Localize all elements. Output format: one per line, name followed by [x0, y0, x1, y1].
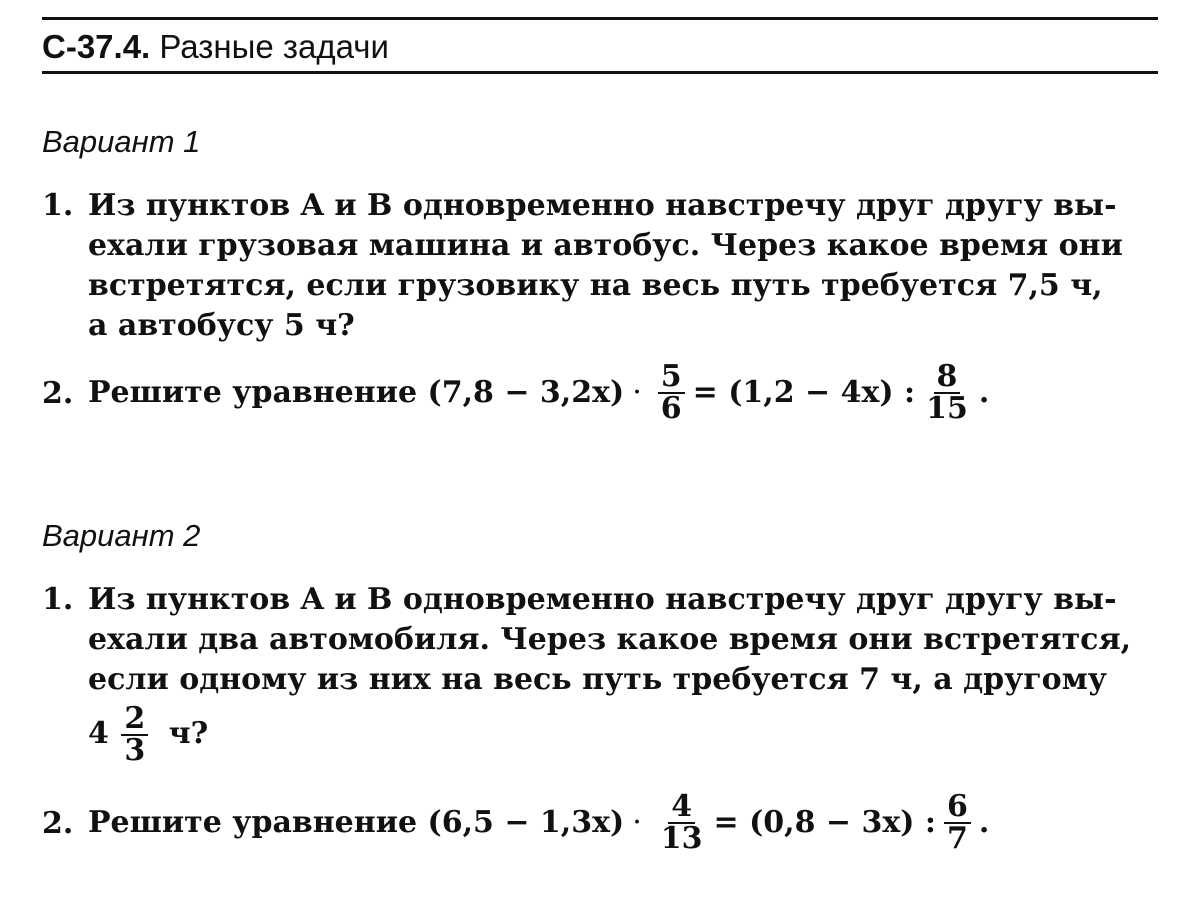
denominator: 13	[660, 821, 703, 856]
top-rule	[42, 17, 1158, 20]
equation-left: (7,8 − 3,2x)	[427, 375, 625, 410]
denominator: 6	[660, 391, 682, 426]
numerator: 5	[658, 362, 685, 394]
fraction	[658, 359, 685, 426]
variant-2-label: Вариант 2	[42, 518, 201, 553]
multiply-dot: ·	[632, 805, 642, 840]
problem-number: 2.	[42, 376, 74, 411]
equation-left: (6,5 − 1,3x)	[427, 805, 625, 840]
problem-number: 1.	[42, 188, 74, 223]
denominator: 7	[946, 821, 968, 856]
variant-1-problem-2	[42, 359, 1160, 426]
equation-middle: = (0,8 − 3x) :	[713, 805, 936, 840]
denominator: 3	[124, 733, 146, 768]
problem-line: ехали грузовая машина и автобус. Через какое время они	[88, 228, 1123, 263]
fraction	[923, 359, 971, 426]
problem-number: 1.	[42, 582, 74, 617]
equation-end: .	[978, 805, 990, 840]
mixed-whole: 4	[88, 716, 109, 751]
variant-1-label: Вариант 1	[42, 124, 201, 159]
problem-line: ехали два автомобиля. Через какое время они встретятся,	[88, 622, 1132, 657]
variant-2-problem-2	[42, 789, 1160, 856]
problem-line-mixed	[88, 701, 1160, 768]
section-code: С-37.4.	[42, 28, 151, 65]
problem-line: Из пунктов A и B одновременно навстречу друг другу вы-	[88, 582, 1117, 617]
section-title: Разные задачи	[159, 28, 389, 65]
problem-number: 2.	[42, 806, 74, 841]
numerator: 6	[944, 792, 971, 824]
variant-1-problem-1	[42, 186, 1160, 346]
problem-line: встретятся, если грузовику на весь путь требуется 7,5 ч,	[88, 268, 1103, 303]
multiply-dot: ·	[632, 375, 642, 410]
bottom-rule	[42, 71, 1158, 74]
fraction	[944, 789, 971, 856]
equation-prompt: Решите уравнение	[88, 805, 418, 840]
variant-2-problem-1	[42, 580, 1160, 766]
problem-line: а автобусу 5 ч?	[88, 308, 355, 343]
mixed-tail: ч?	[168, 716, 209, 751]
denominator: 15	[926, 391, 968, 426]
equation-prompt: Решите уравнение	[88, 375, 418, 410]
numerator: 4	[668, 792, 695, 824]
fraction	[121, 701, 148, 768]
equation-end: .	[978, 375, 990, 410]
fraction	[658, 789, 706, 856]
numerator: 2	[121, 704, 148, 736]
problem-line: Из пунктов A и B одновременно навстречу друг другу вы-	[88, 188, 1117, 223]
section-header	[42, 27, 389, 67]
problem-line: если одному из них на весь путь требуется 7 ч, а другому	[88, 662, 1107, 697]
numerator: 8	[934, 362, 961, 394]
equation-middle: = (1,2 − 4x) :	[692, 375, 916, 410]
